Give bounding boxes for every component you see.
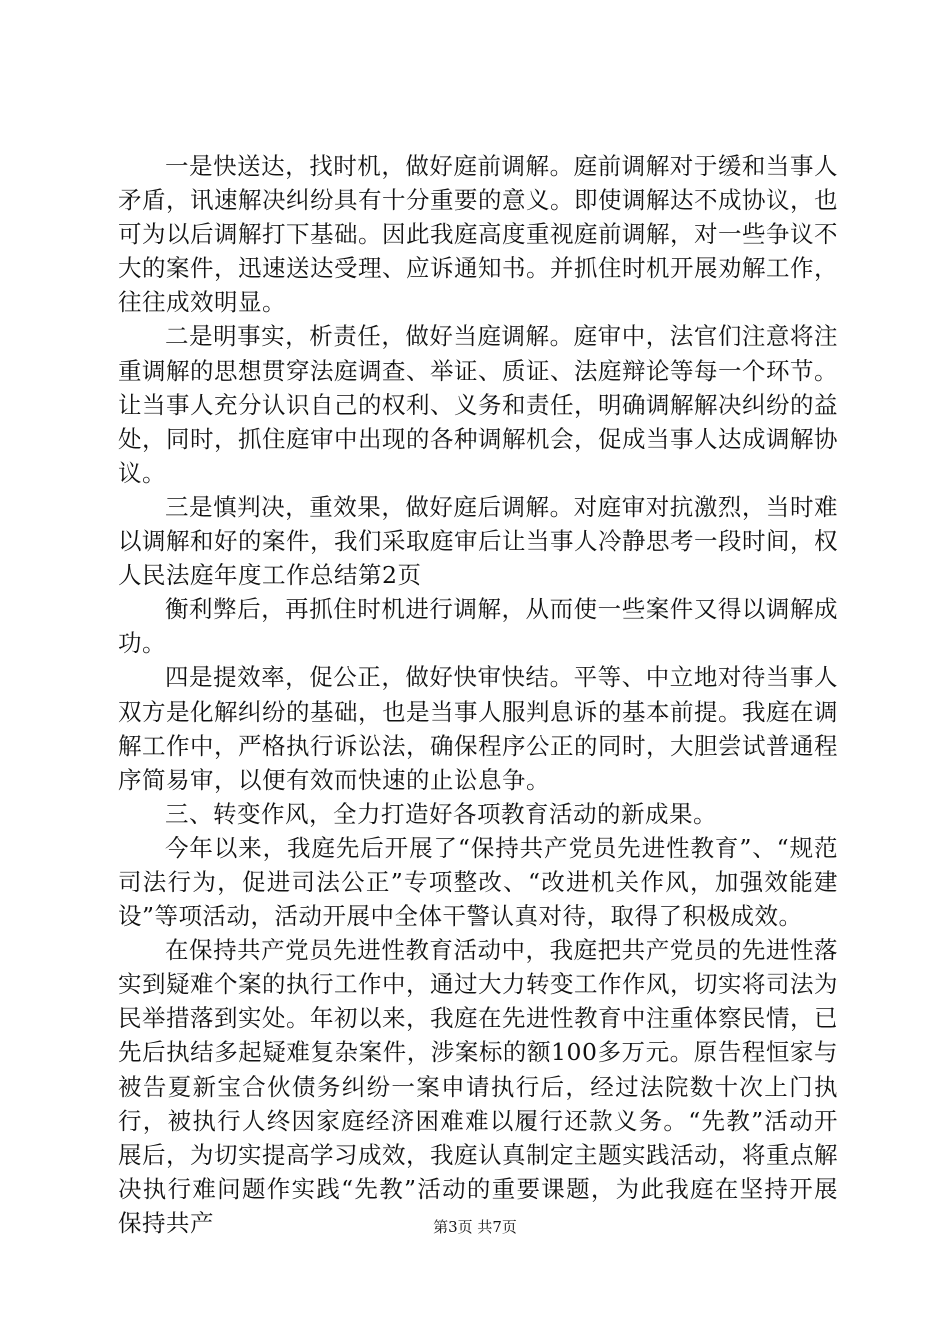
document-body <box>118 149 838 1240</box>
paragraph-in-court-mediation: 二是明事实，析责任，做好当庭调解。庭审中，法官们注意将注重调解的思想贯穿法庭调查、举证、质证、法庭辩论等每一个环节。让当事人充分认识自己的权利、义务和责任，明确调解解决纠纷的益处，同时，抓住庭审中出现的各种调解机会，促成当事人达成调解协议。 <box>118 322 838 487</box>
paragraph-mediation-continued: 衡利弊后，再抓住时机进行调解，从而使一些案件又得以调解成功。 <box>118 595 838 658</box>
paragraph-activities: 今年以来，我庭先后开展了“保持共产党员先进性教育”、“规范司法行为，促进司法公正”专项整改、“改进机关作风，加强效能建设”等项活动，活动开展中全体干警认真对待，取得了积极成效。 <box>118 833 838 931</box>
paragraph-post-trial-mediation: 三是慎判决，重效果，做好庭后调解。对庭审对抗激烈，当时难以调解和好的案件，我们采取庭审后让当事人冷静思考一段时间，权人民法庭年度工作总结第2页 <box>118 492 838 590</box>
paragraph-efficiency: 四是提效率，促公正，做好快审快结。平等、中立地对待当事人双方是化解纠纷的基础，也是当事人服判息诉的基本前提。我庭在调解工作中，严格执行诉讼法，确保程序公正的同时，大胆尝试普通程序简易审，以便有效而快速的止讼息争。 <box>118 663 838 794</box>
paragraph-pre-trial-mediation: 一是快送达，找时机，做好庭前调解。庭前调解对于缓和当事人矛盾，讯速解决纠纷具有十分重要的意义。即使调解达不成协议，也可为以后调解打下基础。因此我庭高度重视庭前调解，对一些争议不大的案件，迅速送达受理、应诉通知书。并抓住时机开展劝解工作，往往成效明显。 <box>118 152 838 317</box>
paragraph-advanced-education: 在保持共产党员先进性教育活动中，我庭把共产党员的先进性落实到疑难个案的执行工作中，通过大力转变工作作风，切实将司法为民举措落到实处。年初以来，我庭在先进性教育中注重体察民情，已先后执结多起疑难复杂案件，涉案标的额100多万元。原告程恒家与被告夏新宝合伙债务纠纷一案申请执行后，经过法院数十次上门执行，被执行人终因家庭经济困难难以履行还款义务。“先教”活动开展后，为切实提高学习成效，我庭认真制定主题实践活动，将重点解决执行难问题作实践“先教”活动的重要课题，为此我庭在坚持开展保持共产 <box>118 936 838 1237</box>
section-heading-work-style: 三、转变作风，全力打造好各项教育活动的新成果。 <box>165 799 717 828</box>
page-footer: 第3页 共7页 <box>433 1218 517 1236</box>
